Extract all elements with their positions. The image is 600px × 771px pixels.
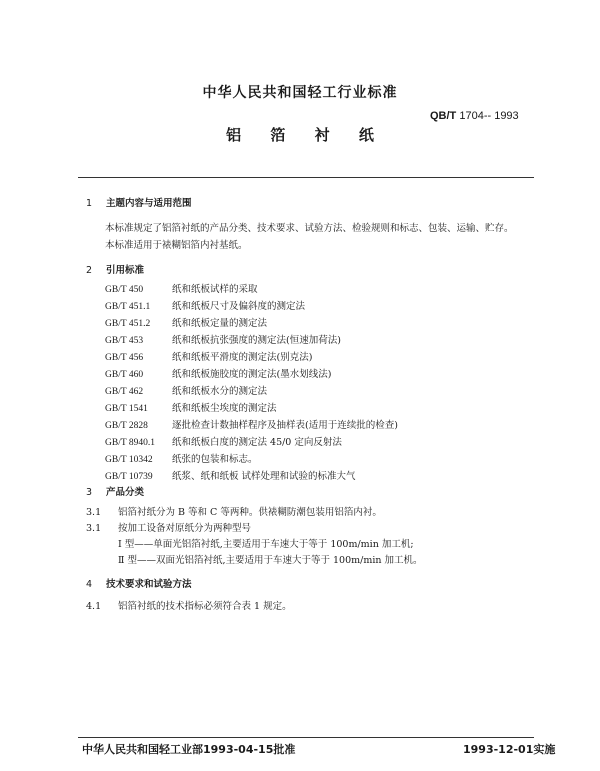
- reference-name: 纸和纸板水分的测定法: [172, 386, 268, 397]
- section-3-heading: [86, 484, 144, 498]
- reference-item: [105, 315, 267, 329]
- reference-name: 纸浆、纸和纸板 试样处理和试验的标准大气: [172, 471, 356, 482]
- clause-text: 铝箔衬纸的技术指标必须符合表 1 规定。: [118, 601, 292, 612]
- approval-line: 中华人民共和国轻工业部1993-04-15批准: [82, 743, 296, 756]
- type-2-description: Ⅱ 型——双面光铝箔衬纸,主要适用于车速大于等于 100m/min 加工机。: [118, 555, 423, 566]
- section-title: 技术要求和试验方法: [106, 579, 192, 590]
- reference-item: [105, 349, 312, 363]
- section-1-heading: [86, 195, 192, 209]
- reference-code: GB/T 10342: [105, 455, 153, 465]
- reference-item: [105, 417, 398, 431]
- clause-number: 3.1: [86, 523, 102, 534]
- type-1-description: Ⅰ 型——单面光铝箔衬纸,主要适用于车速大于等于 100m/min 加工机;: [118, 539, 414, 550]
- clause-text: 铝箔衬纸分为 B 等和 C 等两种。供裱糊防潮包装用铝箔内衬。: [118, 507, 382, 518]
- reference-item: [105, 451, 258, 465]
- clause-3-2: [86, 520, 251, 534]
- reference-code: GB/T 456: [105, 353, 144, 363]
- paragraph: 本标准适用于裱糊铝箔内衬基纸。: [105, 240, 248, 251]
- reference-name: 纸和纸板尘埃度的测定法: [172, 403, 277, 414]
- reference-code: GB/T 1541: [105, 404, 148, 414]
- reference-code: GB/T 451.2: [105, 319, 151, 329]
- reference-name: 纸和纸板白度的测定法 45/0 定向反射法: [172, 437, 342, 448]
- reference-item: [105, 366, 331, 380]
- clause-number: 3.1: [86, 507, 102, 518]
- reference-name: 纸和纸板试样的采取: [172, 284, 258, 295]
- standard-code: 1704-- 1993: [459, 110, 519, 122]
- section-2-heading: [86, 262, 144, 276]
- clause-3-1: [86, 504, 382, 518]
- reference-name: 纸和纸板尺寸及偏斜度的测定法: [172, 301, 306, 312]
- reference-item: [105, 400, 277, 414]
- document-title: 铝 箔 衬 纸: [226, 126, 386, 144]
- reference-name: 逐批检查计数抽样程序及抽样表(适用于连续批的检查): [172, 420, 398, 431]
- paragraph: 本标准规定了铝箔衬纸的产品分类、技术要求、试验方法、检验规则和标志、包装、运输、贮存。: [105, 223, 514, 234]
- footer-divider: [78, 737, 534, 738]
- standard-prefix: QB/T: [430, 110, 457, 122]
- section-number: 3: [86, 487, 93, 498]
- issuer-heading: 中华人民共和国轻工行业标准: [202, 85, 398, 101]
- reference-name: 纸和纸板平滑度的测定法(别克法): [172, 352, 313, 363]
- reference-item: [105, 298, 305, 312]
- reference-code: GB/T 450: [105, 285, 144, 295]
- reference-item: [105, 383, 267, 397]
- reference-code: GB/T 10739: [105, 472, 153, 482]
- clause-text: 按加工设备对原纸分为两种型号: [118, 523, 252, 534]
- clause-4-1: [86, 598, 292, 612]
- section-4-heading: [86, 576, 192, 590]
- reference-code: GB/T 462: [105, 387, 144, 397]
- reference-item: [105, 468, 356, 482]
- header-divider: [78, 177, 534, 178]
- clause-number: 4.1: [86, 601, 102, 612]
- reference-name: 纸和纸板抗张强度的测定法(恒速加荷法): [172, 335, 341, 346]
- reference-name: 纸张的包装和标志。: [172, 454, 258, 465]
- section-title: 产品分类: [106, 487, 145, 498]
- reference-name: 纸和纸板施胶度的测定法(墨水划线法): [172, 369, 332, 380]
- reference-item: [105, 281, 258, 295]
- section-number: 2: [86, 265, 93, 276]
- reference-item: [105, 434, 342, 448]
- reference-code: GB/T 453: [105, 336, 144, 346]
- standard-number: [430, 110, 519, 122]
- reference-code: GB/T 8940.1: [105, 438, 155, 448]
- reference-name: 纸和纸板定量的测定法: [172, 318, 268, 329]
- reference-code: GB/T 451.1: [105, 302, 151, 312]
- reference-code: GB/T 460: [105, 370, 144, 380]
- section-title: 引用标准: [106, 265, 145, 276]
- reference-item: [105, 332, 341, 346]
- section-title: 主题内容与适用范围: [106, 198, 192, 209]
- implementation-date: 1993-12-01实施: [463, 743, 556, 756]
- section-number: 4: [86, 579, 93, 590]
- section-number: 1: [86, 198, 93, 209]
- reference-code: GB/T 2828: [105, 421, 148, 431]
